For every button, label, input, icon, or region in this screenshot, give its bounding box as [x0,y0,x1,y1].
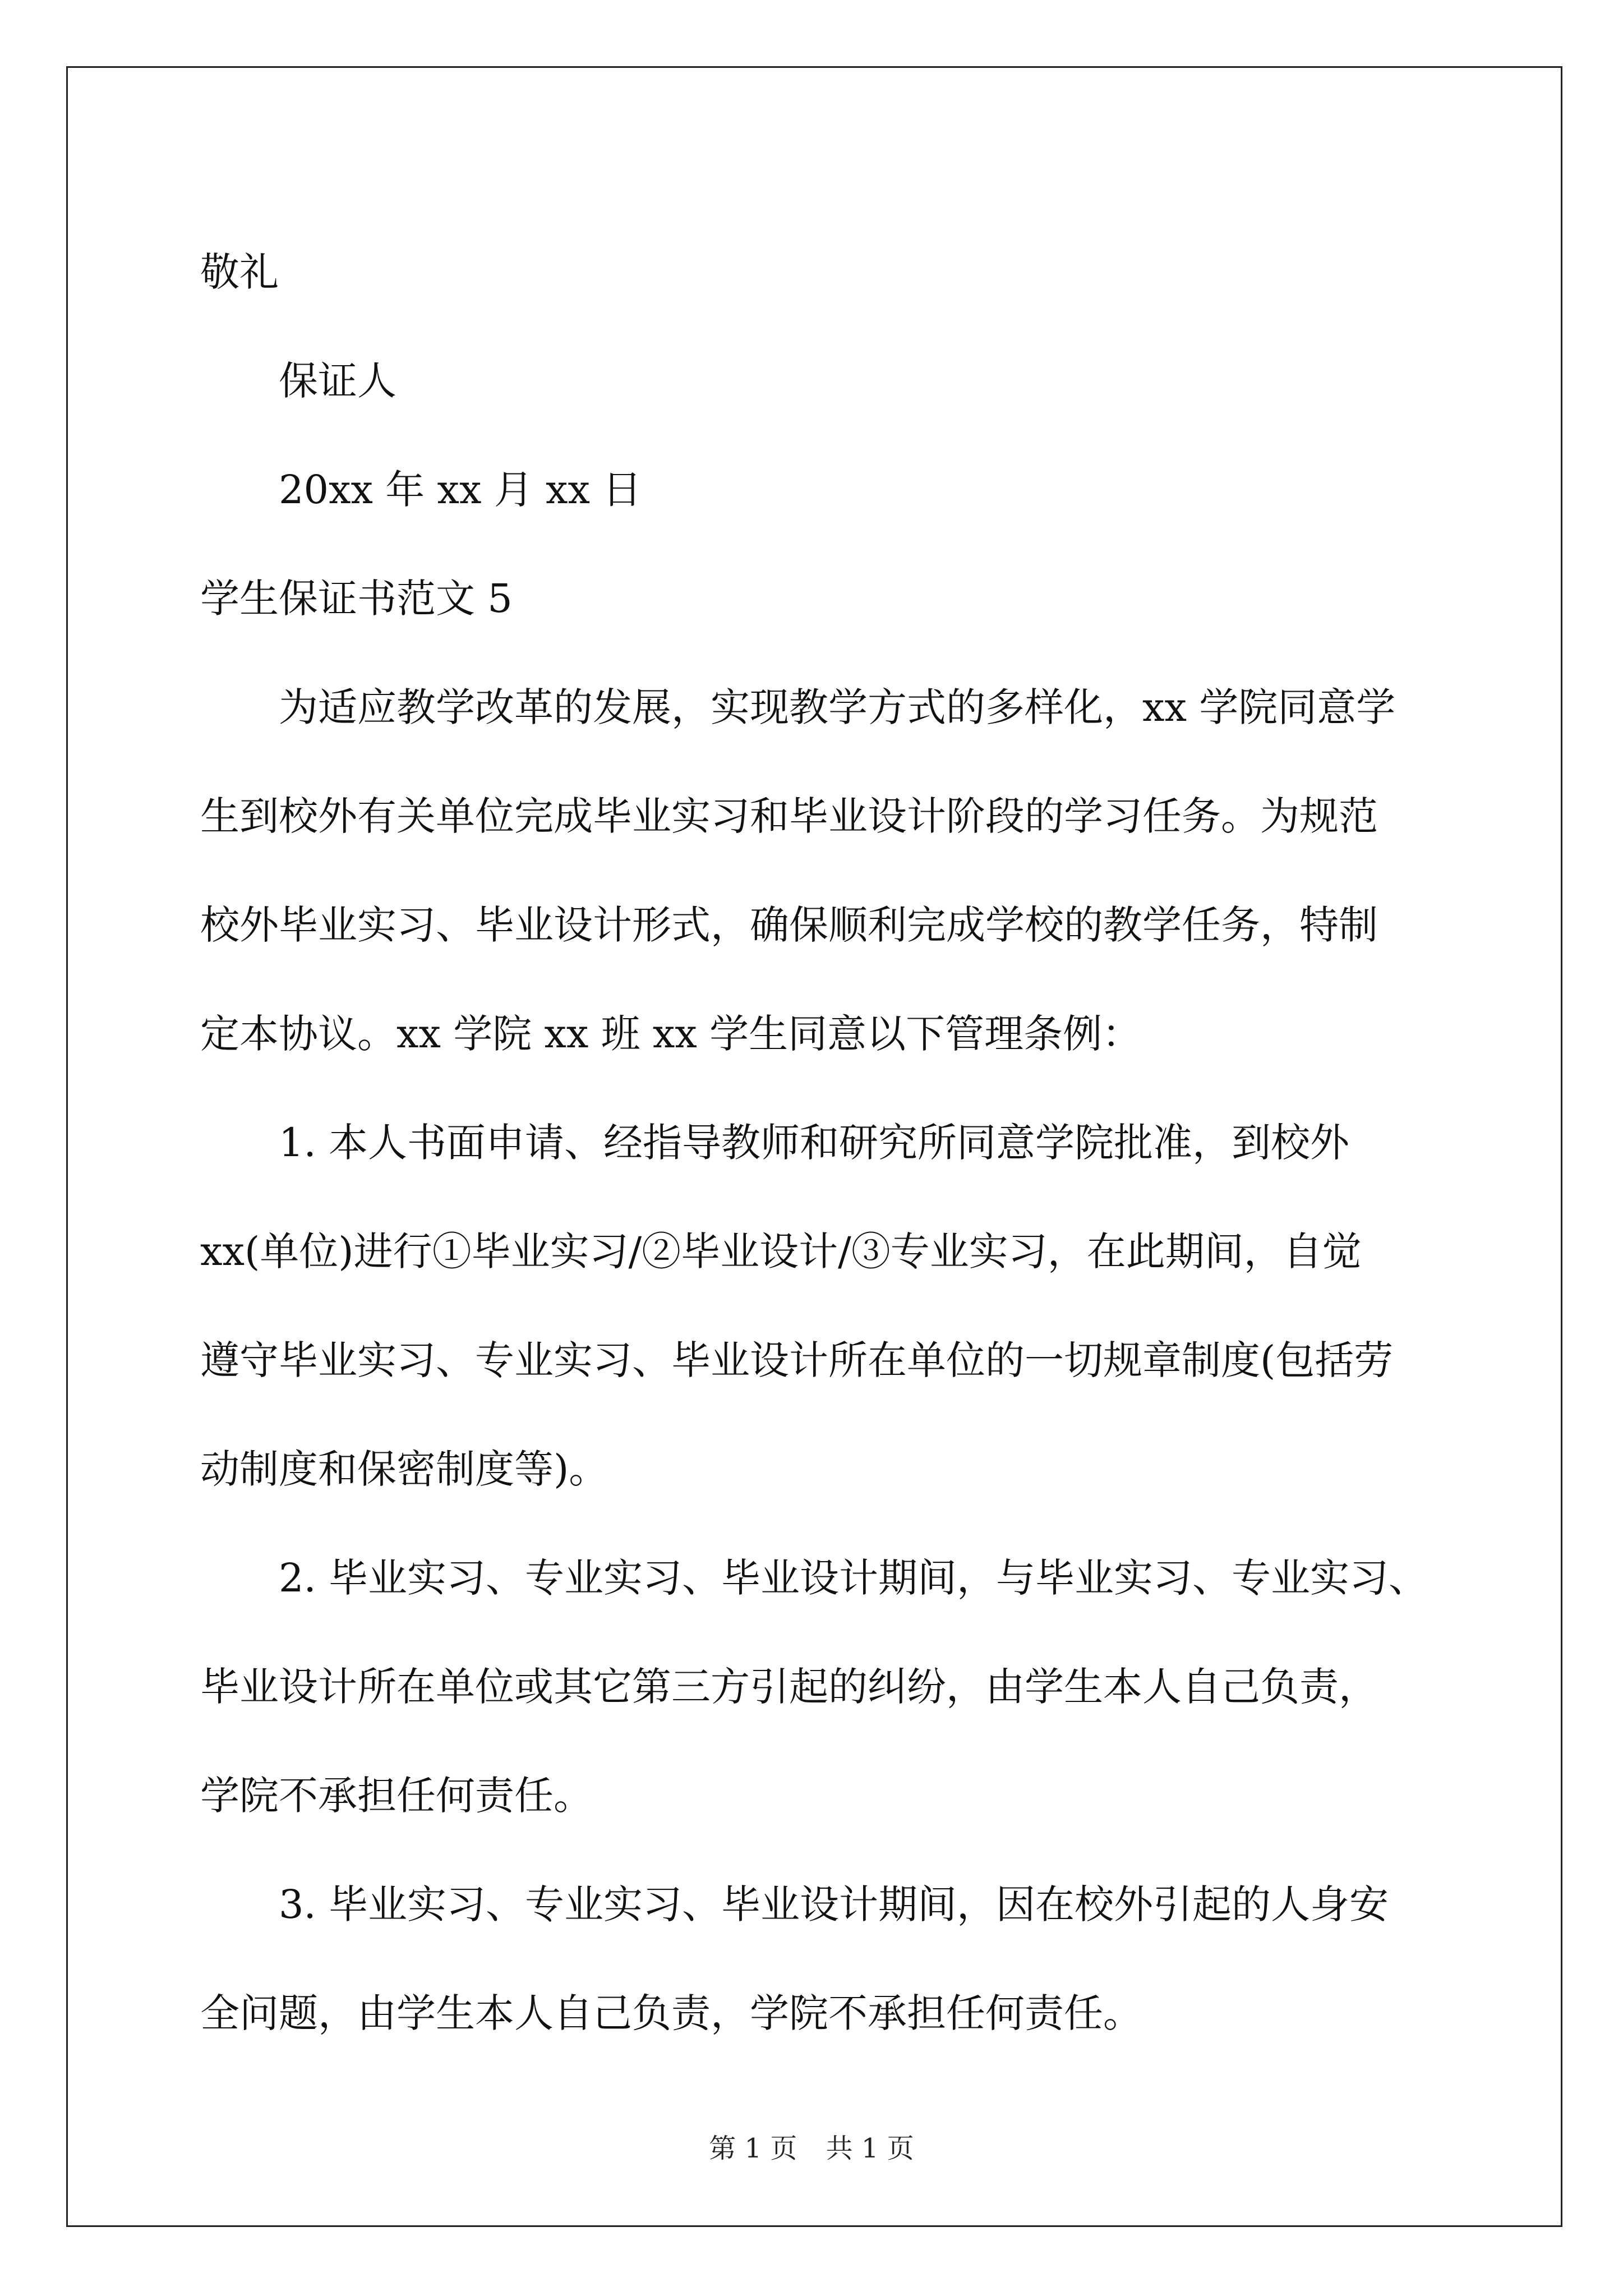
text-line: 动制度和保密制度等)。 [200,1446,608,1492]
text-line: 遵守毕业实习、专业实习、毕业设计所在单位的一切规章制度(包括劳 [200,1337,1394,1383]
text-line: 学院不承担任何责任。 [200,1773,593,1819]
text-line: 3. 毕业实习、专业实习、毕业设计期间，因在校外引起的人身安 [279,1881,1389,1927]
guarantor-label: 保证人 [279,358,396,404]
page-number-current: 第 1 页 [709,2133,797,2164]
page-footer [0,2132,1623,2165]
text-line: xx(单位)进行①毕业实习/②毕业设计/③专业实习，在此期间，自觉 [200,1228,1362,1274]
clause-2 [200,1524,1448,1850]
text-line: 校外毕业实习、毕业设计形式，确保顺利完成学校的教学任务，特制 [200,902,1378,948]
date-line: 20xx 年 xx 月 xx 日 [279,467,642,513]
text-line: 全问题，由学生本人自己负责，学院不承担任何责任。 [200,1990,1142,2036]
text-line: 生到校外有关单位完成毕业实习和毕业设计阶段的学习任务。为规范 [200,793,1378,839]
closing-salutation: 敬礼 [200,249,279,295]
text-line: 1. 本人书面申请、经指导教师和研究所同意学院批准，到校外 [279,1120,1350,1166]
document-body [200,218,1448,2068]
clause-3 [200,1850,1448,2068]
page-number-total: 共 1 页 [826,2133,914,2164]
intro-paragraph [200,653,1448,1088]
text-line: 为适应教学改革的发展，实现教学方式的多样化，xx 学院同意学 [279,684,1396,730]
text-line: 定本协议。xx 学院 xx 班 xx 学生同意以下管理条例： [200,1011,1142,1057]
text-line: 2. 毕业实习、专业实习、毕业设计期间，与毕业实习、专业实习、 [279,1555,1428,1601]
section-title: 学生保证书范文 5 [200,576,513,622]
clause-1 [200,1088,1448,1524]
text-line: 毕业设计所在单位或其它第三方引起的纠纷，由学生本人自己负责， [200,1664,1378,1710]
